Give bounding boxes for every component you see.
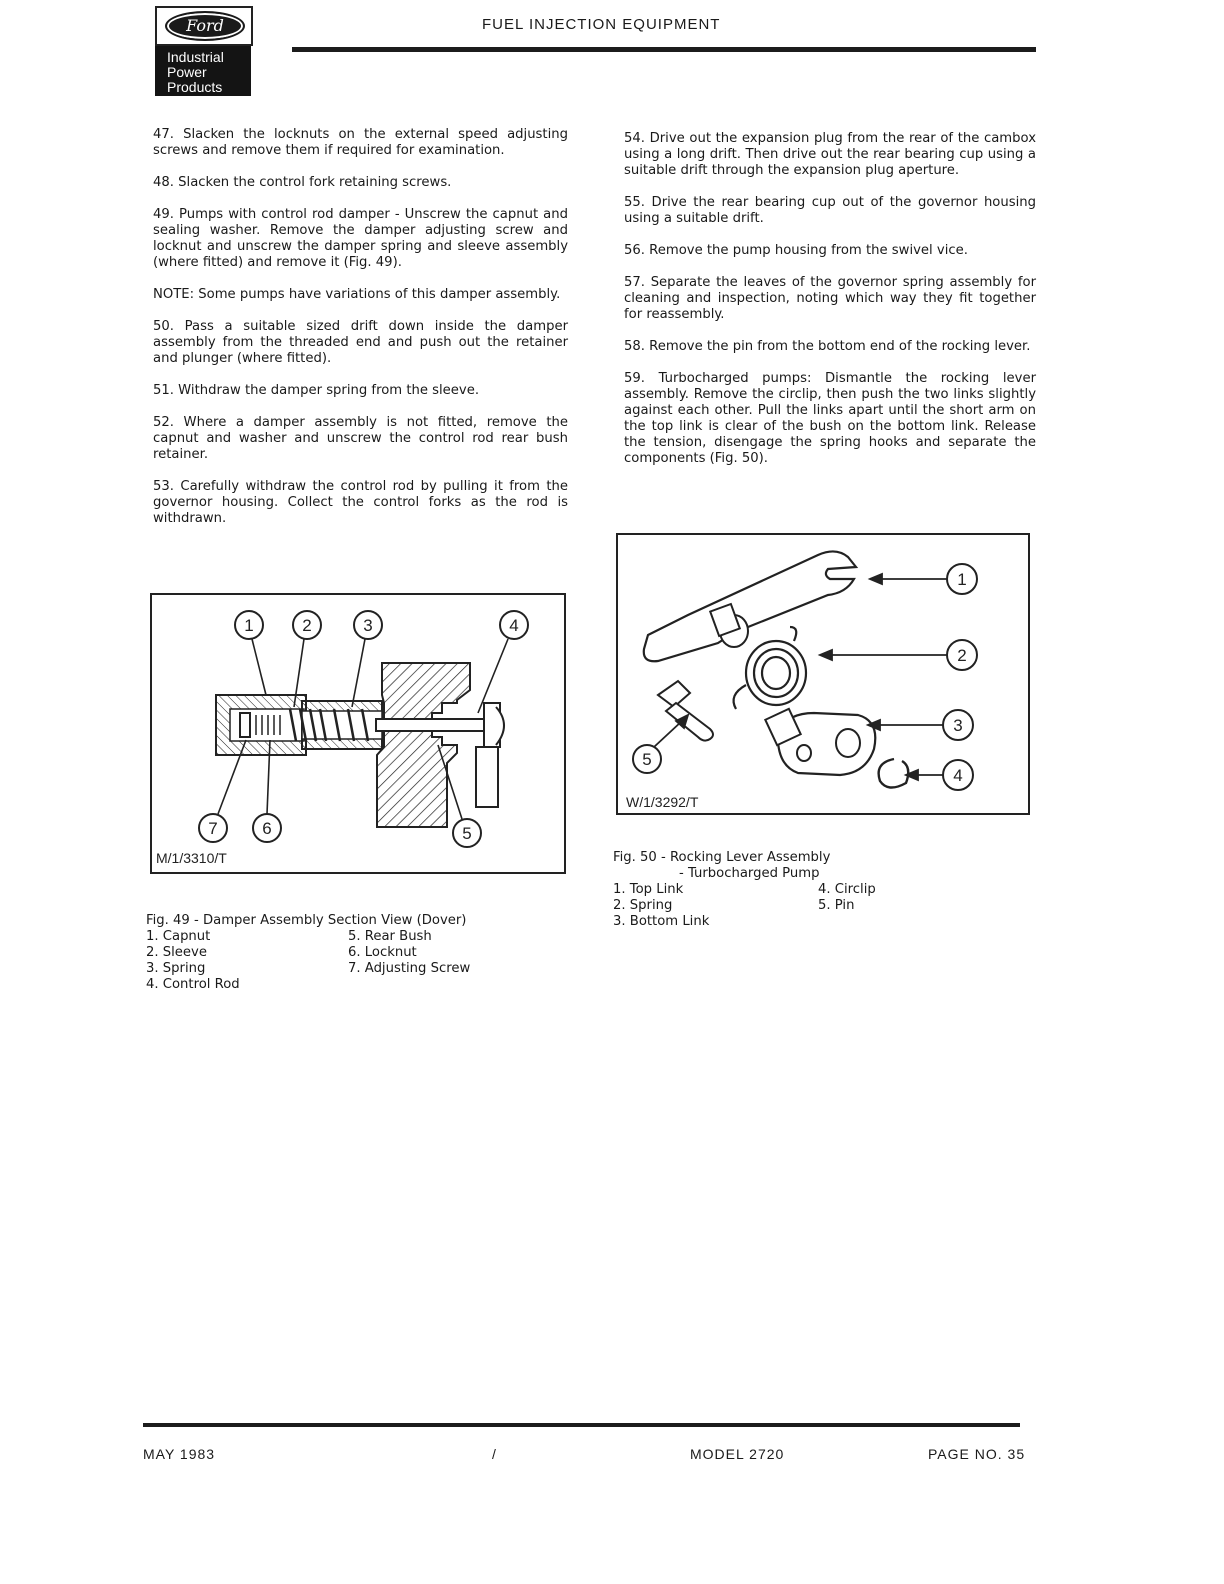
callout-1-label: 1: [244, 616, 254, 635]
step-52: 52. Where a damper assembly is not fitted, remove the capnut and washer and unscrew the control rod rear bush retainer.: [153, 415, 568, 462]
step-48: 48. Slacken the control fork retaining screws.: [153, 175, 452, 190]
figure-49-caption: [146, 913, 566, 993]
figure-49-damper-section: [150, 593, 566, 874]
page-header-title: FUEL INJECTION EQUIPMENT: [482, 16, 721, 33]
step-56: 56. Remove the pump housing from the swivel vice.: [624, 243, 968, 258]
ford-oval: Ford: [165, 11, 245, 41]
callout-5-label: 5: [642, 750, 652, 769]
legend-item: 6. Locknut: [348, 945, 417, 960]
callout-5-label: 5: [462, 824, 472, 843]
callout-1-label: 1: [957, 570, 967, 589]
step-58: 58. Remove the pin from the bottom end of the rocking lever.: [624, 339, 1031, 354]
figure-50-legend: [613, 882, 1033, 930]
figure-50-subtitle: - Turbocharged Pump: [679, 866, 820, 881]
step-51: 51. Withdraw the damper spring from the sleeve.: [153, 383, 480, 398]
footer-model: MODEL 2720: [690, 1446, 785, 1462]
callout-4-label: 4: [953, 766, 963, 785]
step-49: 49. Pumps with control rod damper - Unscrew the capnut and sealing washer. Remove the damper adjusting screw and locknut and unscrew the damper spring and sleeve assembly (where fitted) and remove it (Fig. 49).: [153, 207, 568, 270]
callout-2-label: 2: [957, 646, 967, 665]
division-line-2: Power: [167, 64, 207, 80]
right-column: [624, 131, 1036, 483]
callout-3-label: 3: [363, 616, 373, 635]
legend-item: 4. Circlip: [818, 882, 876, 897]
legend-item: 2. Sleeve: [146, 945, 207, 960]
step-53: 53. Carefully withdraw the control rod by pulling it from the governor housing. Collect the control forks as the rod is withdrawn.: [153, 479, 568, 526]
footer-date: MAY 1983: [143, 1446, 216, 1462]
callout-2-label: 2: [302, 616, 312, 635]
step-54: 54. Drive out the expansion plug from the rear of the cambox using a long drift. Then drive out the rear bearing cup using a suitable drift through the expansion plug aperture.: [624, 131, 1036, 178]
logo-frame: [155, 6, 253, 46]
step-50: 50. Pass a suitable sized drift down inside the damper assembly from the threaded end and push out the retainer and plunger (where fitted).: [153, 319, 568, 366]
legend-item: [818, 914, 1033, 930]
legend-item: 7. Adjusting Screw: [348, 961, 471, 976]
legend-item: 1. Top Link: [613, 882, 684, 897]
footer-mark: /: [492, 1446, 497, 1462]
ford-logo: [155, 6, 251, 94]
header-rule: [292, 47, 1036, 52]
division-label: [155, 46, 251, 96]
legend-item: 3. Bottom Link: [613, 914, 710, 929]
legend-item: 5. Pin: [818, 898, 855, 913]
figure-50-title: Fig. 50 - Rocking Lever Assembly: [613, 850, 831, 865]
callout-6-label: 6: [262, 819, 272, 838]
damper-section-drawing: [152, 595, 564, 872]
figure-50-caption: [613, 850, 1033, 930]
footer-page-number: PAGE NO. 35: [928, 1446, 1026, 1462]
figure-50-code: W/1/3292/T: [626, 794, 699, 810]
step-59: 59. Turbocharged pumps: Dismantle the rocking lever assembly. Remove the circlip, then push the two links slightly against each other. Pull the links apart until the short arm on the top link is clear of the bush on the bottom link. Release the tension, disengage the spring hooks and separate the components (Fig. 50).: [624, 371, 1036, 466]
legend-item: 2. Spring: [613, 898, 673, 913]
step-57: 57. Separate the leaves of the governor spring assembly for cleaning and inspection, noting which way they fit together for reassembly.: [624, 275, 1036, 322]
division-line-1: Industrial: [167, 49, 224, 65]
rocking-lever-drawing: [618, 535, 1028, 813]
step-47: 47. Slacken the locknuts on the external speed adjusting screws and remove them if required for examination.: [153, 127, 568, 158]
figure-49-code: M/1/3310/T: [156, 850, 227, 866]
legend-item: 1. Capnut: [146, 929, 211, 944]
left-column: [153, 127, 568, 543]
note: NOTE: Some pumps have variations of this damper assembly.: [153, 287, 561, 302]
callout-4-label: 4: [509, 616, 519, 635]
legend-item: 3. Spring: [146, 961, 206, 976]
legend-item: 4. Control Rod: [146, 977, 240, 992]
figure-50-rocking-lever: [616, 533, 1030, 815]
legend-item: [348, 977, 566, 993]
callout-3-label: 3: [953, 716, 963, 735]
step-55: 55. Drive the rear bearing cup out of the governor housing using a suitable drift.: [624, 195, 1036, 226]
callout-7-label: 7: [208, 819, 218, 838]
footer-rule: [143, 1423, 1020, 1427]
legend-item: 5. Rear Bush: [348, 929, 432, 944]
division-line-3: Products: [167, 79, 223, 95]
figure-49-legend: [146, 929, 566, 993]
figure-49-title: Fig. 49 - Damper Assembly Section View (Dover): [146, 913, 467, 928]
